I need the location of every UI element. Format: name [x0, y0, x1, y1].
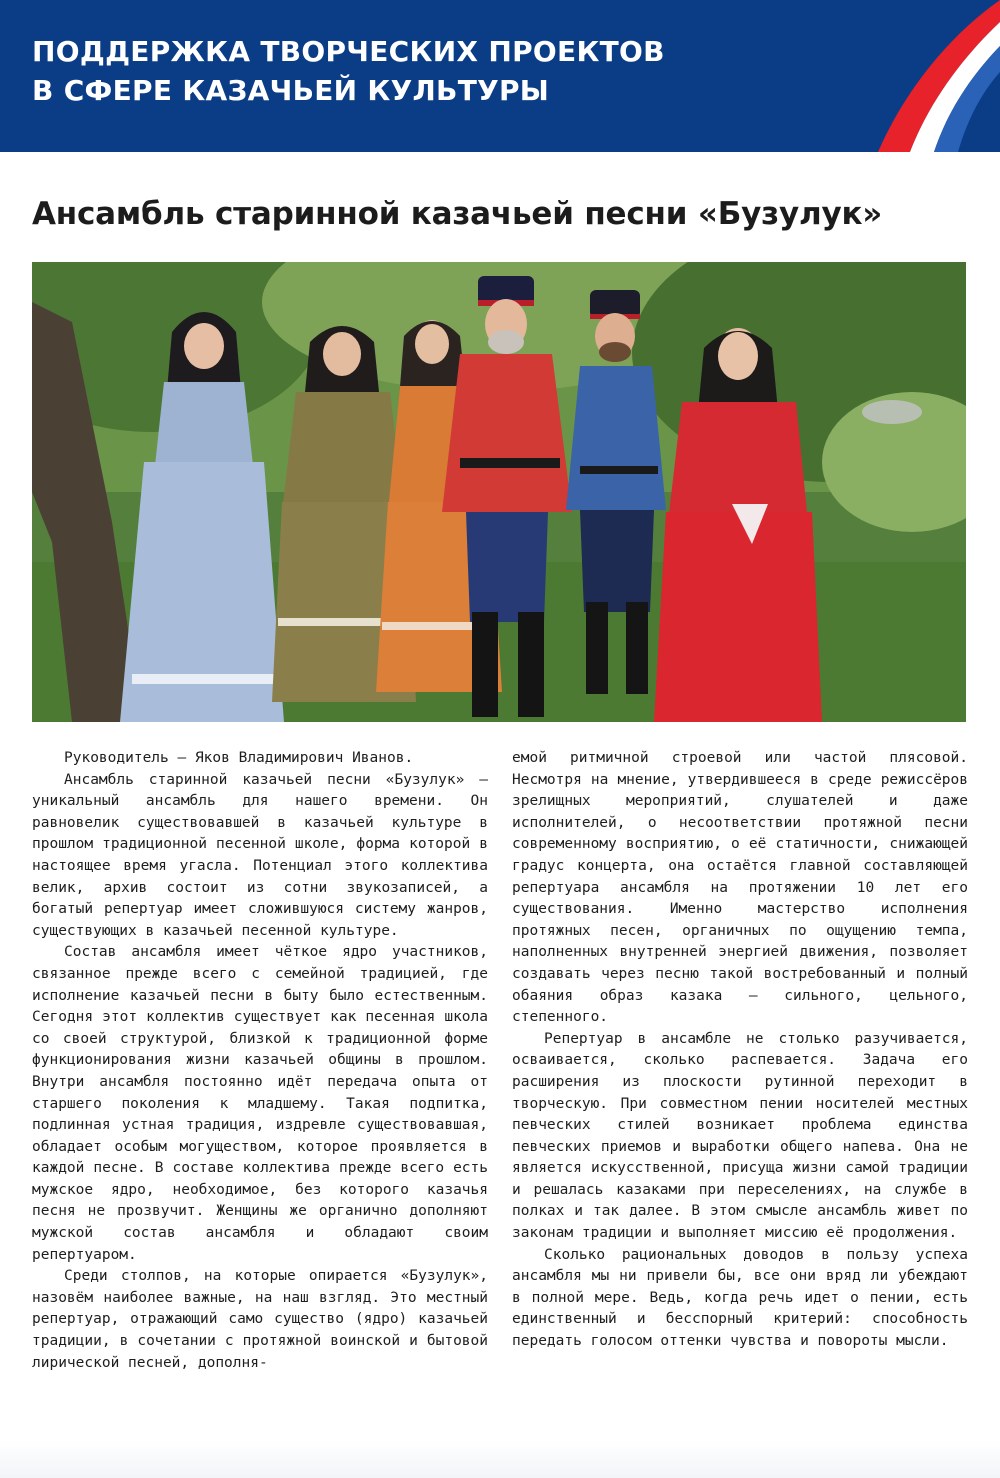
paragraph-leader: Руководитель — Яков Владимирович Иванов.	[64, 750, 414, 766]
group-photo-icon	[32, 262, 966, 722]
paragraph: Сколько рациональных доводов в пользу успеха ансамбля мы ни привели бы, все они вряд ли убеждают в полной мере. Ведь, когда речь идет о пении, есть единственный и бесспорный критерий: способность передать голосом оттенки чувства и повороты мысли.	[512, 1246, 968, 1350]
flag-swoosh-icon	[870, 0, 1000, 152]
header-banner	[0, 0, 1000, 152]
section-title	[32, 32, 665, 110]
paragraph-continuation: емой ритмичной строевой или частой плясовой. Несмотря на мнение, утвердившееся в среде режиссёров зрелищных мероприятий, слушателей и даже исполнителей, о несоответствии протяжной песни современному восприятию, о её статичности, снижающей градус концерта, она остаётся главной составляющей репертуара ансамбля на протяжении 10 лет его существования. Именно мастерство исполнения протяжных песен, органичных по ощущению темпа, наполненных внутренней энергией движения, позволяет создавать через песню такой востребованный и полный обаяния образ казака — сильного, цельного, степенного.	[512, 750, 968, 1026]
paragraph: Репертуар в ансамбле не столько разучивается, осваивается, сколько распевается. Задача его расширения из плоскости рутинной переходит в творческую. При совместном пении носителей местных певческих стилей возникает проблема единства певческих приемов и выработки общего напева. Она не является искусственной, присуща жизни самой традиции и решалась казаками при переселениях, на службе в полках и так далее. В этом смысле ансамбль живет по законам традиции и выполняет миссию её продолжения.	[512, 1030, 968, 1242]
right-column	[512, 748, 968, 1438]
section-title-line-1: ПОДДЕРЖКА ТВОРЧЕСКИХ ПРОЕКТОВ	[32, 35, 665, 68]
article-body	[32, 748, 968, 1438]
ensemble-photo	[32, 262, 966, 722]
section-title-line-2: В СФЕРЕ КАЗАЧЬЕЙ КУЛЬТУРЫ	[32, 74, 550, 107]
left-column	[32, 748, 488, 1438]
paragraph: Среди столпов, на которые опирается «Бузулук», назовём наиболее важные, на наш взгляд. Это местный репертуар, отражающий само существо (ядро) казачьей традиции, в сочетании с протяжной воинской и бытовой лирической песней, дополня-	[32, 1268, 488, 1371]
paragraph: Ансамбль старинной казачьей песни «Бузулук» — уникальный ансамбль для нашего времени. Он равновелик существовавшей в казачьей культуре в прошлом традиционной песенной школе, форма которой в настоящее время угасла. Потенциал этого коллектива велик, архив состоит из сотни звукозаписей, а богатый репертуар имеет сложившуюся систему жанров, существующих в казачьей песенной культуре.	[32, 771, 488, 939]
paragraph: Состав ансамбля имеет чёткое ядро участников, связанное прежде всего с семейной традицией, где исполнение казачьей песни в быту было естественным. Сегодня этот коллектив существует как песенная школа со своей структурой, близкой к традиционной форме функционирования жизни казачьей общины в прошлом. Внутри ансамбля постоянно идёт передача опыта от старшего поколения к младшему. Такая подпитка, подлинная устная традиция, издревле существовавшая, обладает особым могуществом, которое проявляется в каждой песне. В составе коллектива прежде всего есть мужское ядро, необходимое, без которого казачья песня не прозвучит. Женщины же органично дополняют мужской состав ансамбля и обладают своим репертуаром.	[32, 944, 488, 1263]
article-title: Ансамбль старинной казачьей песни «Бузулук»	[32, 196, 883, 232]
page-footer-ornament	[0, 1440, 1000, 1478]
